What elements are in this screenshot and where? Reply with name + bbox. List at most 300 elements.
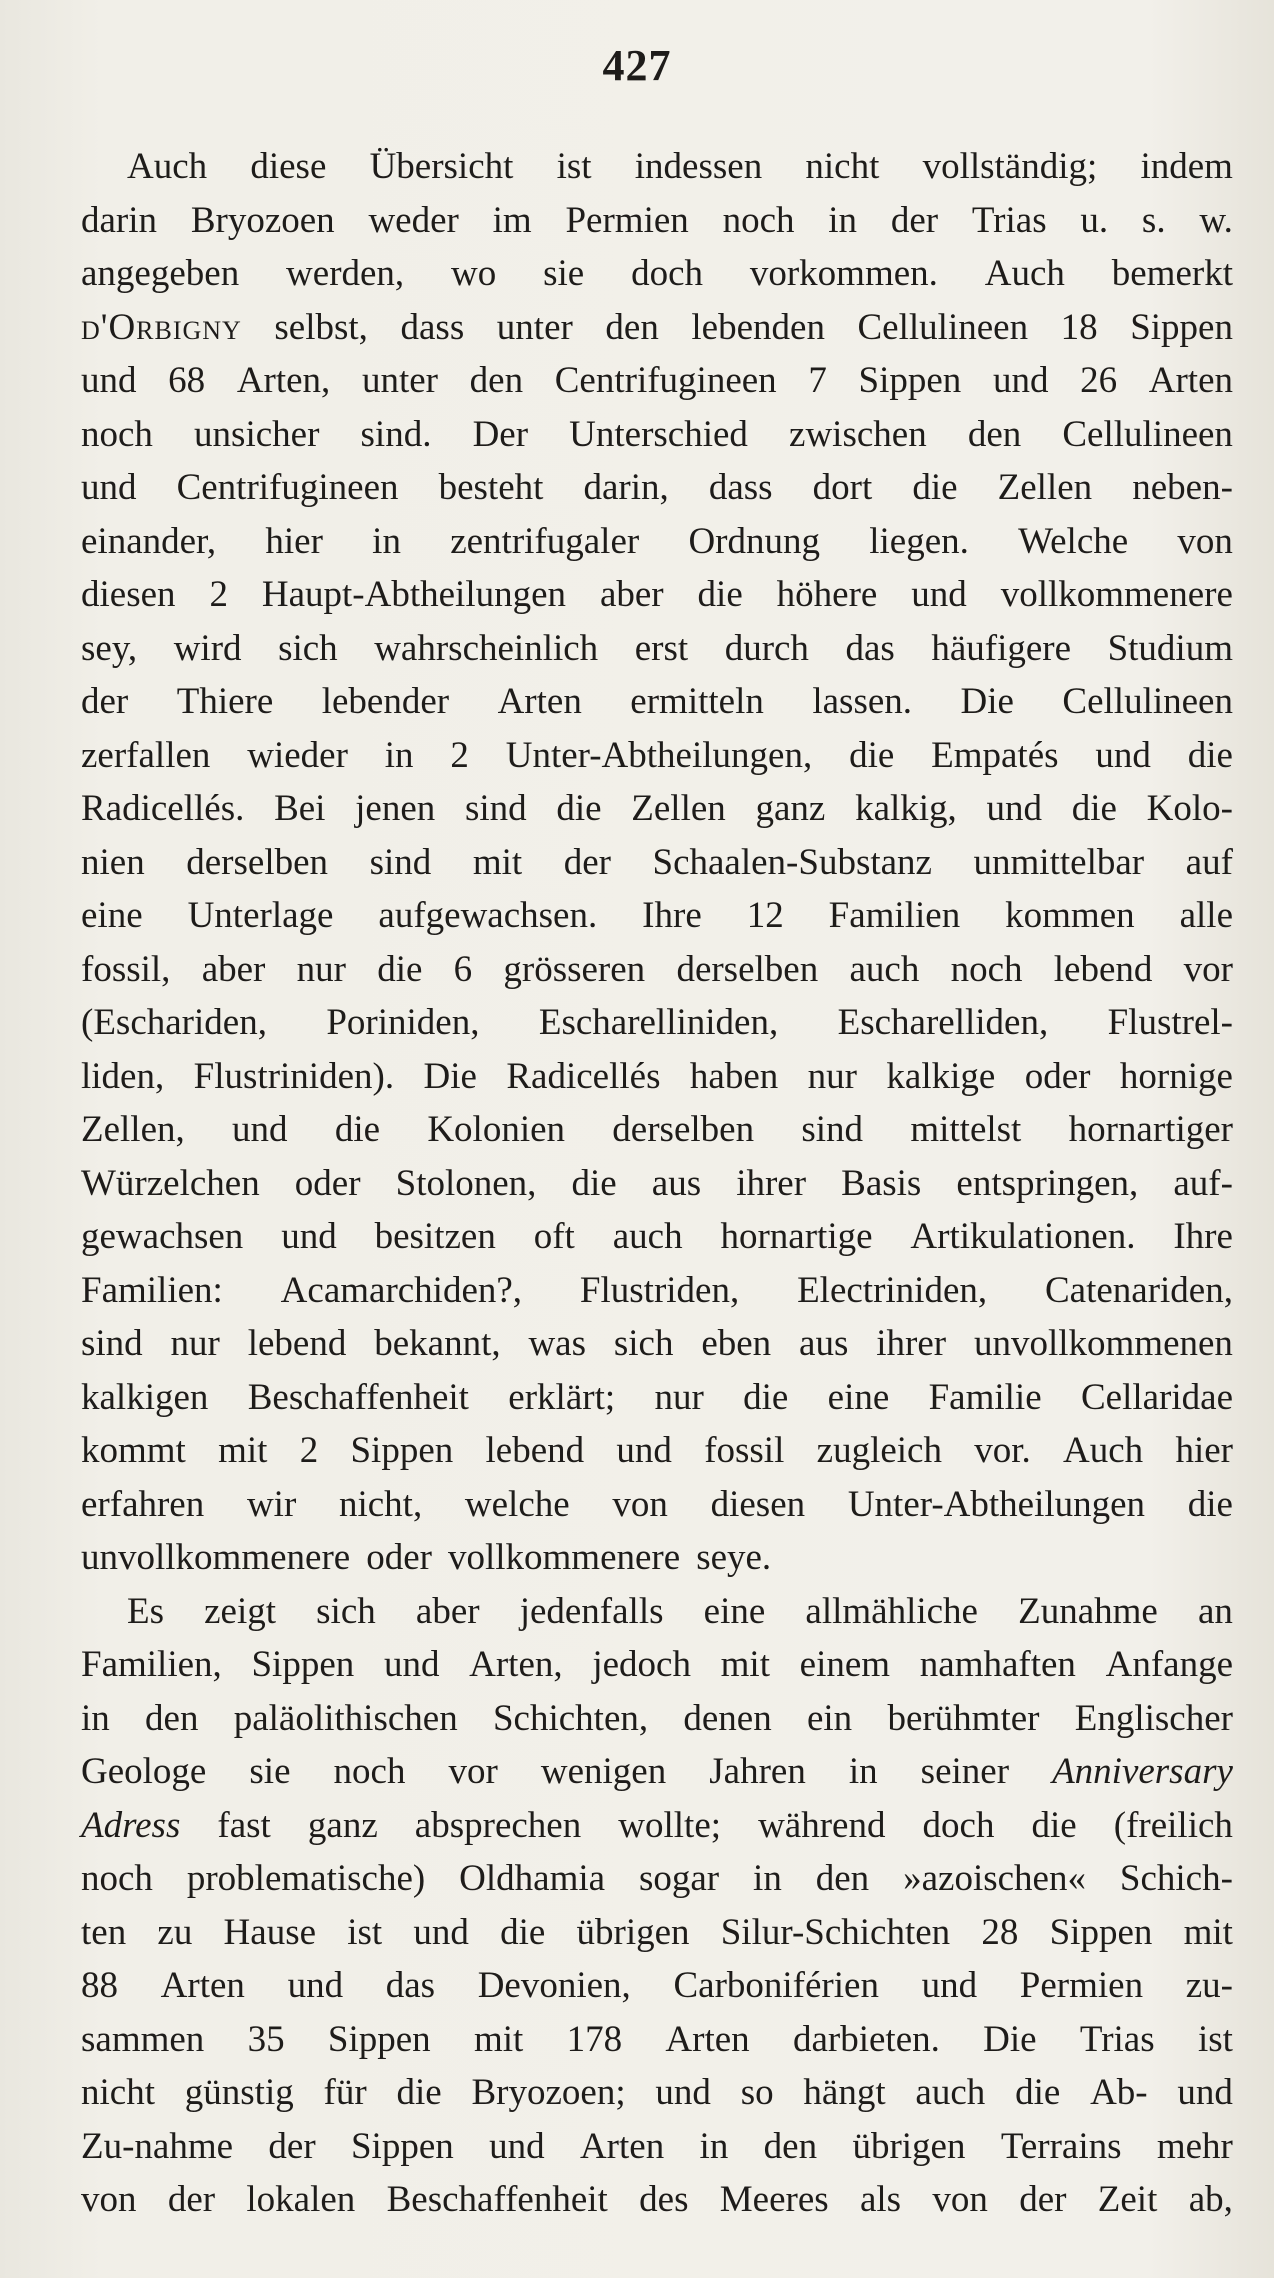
word: die xyxy=(697,574,743,615)
word: und xyxy=(911,574,967,615)
word: erst xyxy=(634,627,689,669)
word: Cellulineen xyxy=(1062,681,1233,722)
word: der xyxy=(563,841,611,883)
word: ten xyxy=(81,1911,127,1953)
word: bekannt, xyxy=(374,1323,501,1364)
word: paläolithischen xyxy=(233,1697,458,1739)
word: noch xyxy=(950,948,1023,990)
word: und xyxy=(489,2125,545,2167)
word: günstig xyxy=(184,2072,294,2113)
word: indessen xyxy=(634,146,763,187)
word: 88 xyxy=(81,1965,118,2006)
word: Empatés xyxy=(931,734,1059,776)
word: Permien xyxy=(1019,1965,1144,2006)
word: und xyxy=(986,788,1042,829)
word: von xyxy=(932,2179,988,2220)
word: in xyxy=(699,2125,729,2167)
word: so xyxy=(740,2072,774,2113)
word: kalkigen xyxy=(81,1376,209,1418)
word: aber xyxy=(599,574,664,615)
body-text xyxy=(81,140,1233,2227)
word: kommen xyxy=(1005,895,1135,936)
word: Carboniférien xyxy=(673,1965,879,2006)
text-line xyxy=(81,140,1233,194)
word: selbst, xyxy=(274,306,368,348)
text-line xyxy=(81,408,1233,462)
word: Unterschied xyxy=(569,413,748,455)
word: haben xyxy=(689,1055,779,1097)
word: auf xyxy=(1185,841,1233,883)
word: lebender xyxy=(321,681,450,722)
word: unmittelbar xyxy=(973,841,1145,883)
word: oft xyxy=(533,1216,575,1257)
word: Cellulineen xyxy=(1062,413,1233,455)
text-line xyxy=(81,2120,1233,2174)
word: während xyxy=(758,1804,886,1846)
text-line xyxy=(81,1585,1233,1639)
word: zu- xyxy=(1185,1965,1233,2006)
word: Hause xyxy=(223,1911,317,1953)
word: und xyxy=(81,467,137,508)
word: Devonien, xyxy=(477,1965,631,2006)
word: Flustrel- xyxy=(1107,1002,1233,1043)
text-line xyxy=(81,889,1233,943)
word: 18 xyxy=(1060,306,1098,348)
word: lassen. xyxy=(812,681,913,722)
word: zeigt xyxy=(204,1590,277,1632)
word: die xyxy=(377,948,423,990)
word: vor xyxy=(1183,948,1233,990)
word: Escharelliniden, xyxy=(538,1002,779,1043)
word: an xyxy=(1197,1590,1233,1632)
word: doch xyxy=(922,1804,995,1846)
word: noch xyxy=(722,199,795,241)
word: alle xyxy=(1179,895,1233,936)
word: Flustriniden). xyxy=(193,1055,395,1097)
word: Thiere xyxy=(176,681,274,722)
text-line xyxy=(81,782,1233,836)
word: auf- xyxy=(1173,1162,1233,1204)
text-line xyxy=(81,2173,1233,2227)
word: Auch xyxy=(984,253,1065,294)
text-line xyxy=(81,1103,1233,1157)
word: derselben xyxy=(612,1109,755,1150)
word: derselben xyxy=(186,841,329,883)
word: den xyxy=(145,1697,199,1739)
word: fast xyxy=(217,1804,271,1846)
word: nur xyxy=(654,1376,704,1418)
word: 26 xyxy=(1080,360,1118,401)
word: auch xyxy=(849,948,920,990)
word: das xyxy=(385,1965,436,2006)
word: d'Orbigny xyxy=(81,306,242,348)
word: 2 xyxy=(209,574,228,615)
word: sammen xyxy=(81,2018,205,2060)
word: in xyxy=(81,1697,110,1739)
word: 6 xyxy=(453,948,473,990)
word: hornartiger xyxy=(1068,1109,1233,1150)
text-line xyxy=(81,1317,1233,1371)
text-line xyxy=(81,194,1233,248)
word: auch xyxy=(915,2072,986,2113)
text-line xyxy=(81,247,1233,301)
word: Unter-Abtheilungen, xyxy=(505,734,813,776)
word: mit xyxy=(473,2018,524,2060)
text-line xyxy=(81,1157,1233,1211)
word: grösseren xyxy=(503,948,646,990)
word: nur xyxy=(807,1055,857,1097)
paragraph xyxy=(81,140,1233,1585)
word: in xyxy=(828,199,858,241)
word: Silur-Schichten xyxy=(720,1911,951,1953)
word: was xyxy=(528,1323,586,1364)
word: dass xyxy=(400,306,465,348)
word: die xyxy=(334,1109,381,1150)
text-line xyxy=(81,1210,1233,1264)
word: liden, xyxy=(81,1055,165,1097)
word: erklärt; xyxy=(508,1376,616,1418)
word: der xyxy=(268,2125,316,2167)
word: ganz xyxy=(755,788,826,829)
word: seiner xyxy=(920,1751,1010,1792)
word: zerfallen xyxy=(81,734,211,776)
word: seye. xyxy=(696,1537,772,1578)
word: dass xyxy=(708,467,773,508)
word: den xyxy=(763,2125,818,2167)
word: die xyxy=(571,1162,617,1204)
word: Zu-nahme xyxy=(81,2125,234,2167)
word: gewachsen xyxy=(81,1216,244,1257)
word: Oldhamia xyxy=(459,1858,606,1899)
word: und xyxy=(992,360,1049,401)
word: jedenfalls xyxy=(519,1590,664,1632)
word: bemerkt xyxy=(1111,253,1233,294)
word: übrigen xyxy=(852,2125,966,2167)
page-number: 427 xyxy=(602,41,672,90)
word: der xyxy=(890,199,939,241)
word: mit xyxy=(218,1430,268,1471)
word: und xyxy=(1095,734,1151,776)
word: Zellen xyxy=(631,788,726,829)
word: ihrer xyxy=(736,1162,807,1204)
word: aber xyxy=(201,948,266,990)
word: Bryozoen; xyxy=(471,2072,626,2113)
word: den xyxy=(469,360,524,401)
word: Geologe xyxy=(81,1751,207,1792)
word: Anfange xyxy=(1105,1644,1233,1685)
text-line xyxy=(81,515,1233,569)
word: mit xyxy=(1183,1911,1233,1953)
word: Familien, xyxy=(81,1644,222,1685)
word: noch xyxy=(81,1858,153,1899)
text-line xyxy=(81,461,1233,515)
word: den xyxy=(967,413,1022,455)
text-line xyxy=(81,1531,1233,1585)
word: Arten xyxy=(1148,360,1233,401)
word: einem xyxy=(799,1644,891,1685)
word: von xyxy=(1177,520,1233,562)
word: lebenden xyxy=(691,306,825,348)
word: (freilich xyxy=(1113,1804,1233,1846)
word: denen xyxy=(683,1697,772,1739)
word: sind xyxy=(801,1109,864,1150)
word: 7 xyxy=(808,360,827,401)
word: welche xyxy=(464,1483,570,1525)
word: 68 xyxy=(168,360,206,401)
text-line xyxy=(81,1692,1233,1746)
word: Ab- xyxy=(1090,2072,1148,2113)
word: Permien xyxy=(565,199,689,241)
word: Beschaffenheit xyxy=(247,1376,469,1418)
word: Acamarchiden?, xyxy=(280,1269,523,1311)
word: jenen xyxy=(355,788,436,829)
word: der xyxy=(167,2179,216,2220)
word: Trias xyxy=(971,199,1047,241)
word: Arten xyxy=(665,2018,750,2060)
word: darin xyxy=(81,199,158,241)
word: Radicellés. xyxy=(81,788,245,829)
word: diese xyxy=(250,146,327,187)
word: Familien xyxy=(828,895,961,936)
word: Zunahme xyxy=(1018,1590,1158,1632)
word: zugleich xyxy=(816,1430,942,1471)
word: sich xyxy=(316,1590,376,1632)
word: Anniversary xyxy=(1052,1751,1233,1792)
text-line xyxy=(81,1799,1233,1853)
word: Haupt-Abtheilungen xyxy=(261,574,567,615)
word: von xyxy=(612,1483,668,1525)
word: Trias xyxy=(1079,2018,1155,2060)
word: darin, xyxy=(583,467,669,508)
word: wir xyxy=(246,1483,297,1525)
word: ganz xyxy=(307,1804,378,1846)
word: sey, xyxy=(81,627,138,669)
word: Artikulationen. xyxy=(910,1216,1136,1257)
word: Ihre xyxy=(642,895,702,936)
word: vorkommen. xyxy=(749,253,938,294)
word: »azoischen« xyxy=(903,1858,1086,1899)
word: Sippen xyxy=(1049,1911,1153,1953)
word: absprechen xyxy=(414,1804,582,1846)
text-line xyxy=(81,1424,1233,1478)
word: Basis xyxy=(841,1162,922,1204)
word: und xyxy=(921,1965,978,2006)
word: dort xyxy=(812,467,873,508)
word: Cellulineen xyxy=(857,306,1029,348)
word: Auch xyxy=(1063,1430,1144,1471)
word: Kolonien xyxy=(427,1109,566,1150)
word: Beschaffenheit xyxy=(386,2179,608,2220)
word: wenigen xyxy=(540,1751,667,1792)
word: fossil, xyxy=(81,948,171,990)
word: hier xyxy=(1175,1430,1233,1471)
text-line xyxy=(81,2066,1233,2120)
word: Adress xyxy=(81,1804,181,1846)
paragraph xyxy=(81,1585,1233,2227)
word: Sippen xyxy=(327,2018,431,2060)
word: lokalen xyxy=(246,2179,356,2220)
word: Catenariden, xyxy=(1044,1269,1233,1311)
word: Radicellés xyxy=(506,1055,661,1097)
word: ihrer xyxy=(876,1323,947,1364)
word: die xyxy=(1015,2072,1061,2113)
word: in xyxy=(848,1751,878,1792)
word: und xyxy=(281,1216,337,1257)
word: Meeres xyxy=(719,2179,829,2220)
word: ist xyxy=(1197,2018,1233,2060)
word: 12 xyxy=(746,895,784,936)
text-line xyxy=(81,1050,1233,1104)
word: Poriniden, xyxy=(326,1002,480,1043)
text-line xyxy=(81,1638,1233,1692)
word: nicht xyxy=(805,146,880,187)
word: werden, xyxy=(286,253,405,294)
word: kommt xyxy=(81,1430,186,1471)
word: Zellen xyxy=(997,467,1093,508)
text-line xyxy=(81,1745,1233,1799)
word: aus xyxy=(799,1323,849,1364)
word: Sippen xyxy=(350,1430,454,1471)
word: eine xyxy=(81,895,143,936)
text-line xyxy=(81,1264,1233,1318)
word: Der xyxy=(472,413,529,455)
word: einander, xyxy=(81,520,217,562)
word: die xyxy=(1071,788,1117,829)
word: indem xyxy=(1140,146,1233,187)
text-line xyxy=(81,1906,1233,1960)
word: Die xyxy=(423,1055,477,1097)
word: zentrifugaler xyxy=(450,520,640,562)
word: Bei xyxy=(274,788,326,829)
word: und xyxy=(413,1911,469,1953)
word: oder xyxy=(1024,1055,1091,1097)
word: die xyxy=(500,1911,546,1953)
word: hornartige xyxy=(720,1216,873,1257)
text-line xyxy=(81,836,1233,890)
word: vor xyxy=(448,1751,498,1792)
word: und xyxy=(232,1109,288,1150)
word: Sippen xyxy=(858,360,962,401)
word: erfahren xyxy=(81,1483,205,1525)
word: der xyxy=(1019,2179,1067,2220)
word: Arten xyxy=(579,2125,665,2167)
text-line xyxy=(81,568,1233,622)
word: Arten, xyxy=(236,360,331,401)
text-line xyxy=(81,675,1233,729)
word: Schich- xyxy=(1119,1858,1233,1899)
word: die xyxy=(912,467,958,508)
word: sind xyxy=(464,788,527,829)
word: von xyxy=(81,2179,137,2220)
text-line xyxy=(81,1371,1233,1425)
word: unsicher xyxy=(194,413,320,455)
word: häufigere xyxy=(931,627,1072,669)
word: der xyxy=(81,681,129,722)
word: mit xyxy=(720,1644,770,1685)
word: Bryozoen xyxy=(190,199,335,241)
word: und xyxy=(287,1965,344,2006)
word: Welche xyxy=(1018,520,1129,562)
word: vollkommenere xyxy=(1000,574,1233,615)
word: höhere xyxy=(776,574,878,615)
word: Familie xyxy=(928,1376,1042,1418)
word: hornige xyxy=(1119,1055,1233,1097)
word: und xyxy=(383,1644,440,1685)
word: ist xyxy=(556,146,592,187)
word: durch xyxy=(724,627,809,669)
word: zu xyxy=(157,1911,193,1953)
word: eine xyxy=(827,1376,890,1418)
word: Stolonen, xyxy=(395,1162,537,1204)
word: Sippen xyxy=(1130,306,1233,348)
word: jedoch xyxy=(592,1644,691,1685)
word: namhaften xyxy=(919,1644,1076,1685)
text-line xyxy=(81,2013,1233,2067)
word: u. xyxy=(1080,199,1109,241)
word: und xyxy=(1177,2072,1233,2113)
word: Schaalen-Substanz xyxy=(652,841,932,883)
word: in xyxy=(753,1858,782,1899)
word: fossil xyxy=(704,1430,785,1471)
word: besteht xyxy=(438,467,544,508)
word: Die xyxy=(983,2018,1037,2060)
word: Ihre xyxy=(1173,1216,1233,1257)
word: wird xyxy=(173,627,242,669)
word: unter xyxy=(361,360,438,401)
word: die xyxy=(1187,1483,1233,1525)
word: wollte; xyxy=(618,1804,722,1846)
word: sogar xyxy=(638,1858,720,1899)
word: liegen. xyxy=(869,520,969,562)
word: eine xyxy=(703,1590,766,1632)
word: 35 xyxy=(247,2018,285,2060)
text-line xyxy=(81,1959,1233,2013)
word: nien xyxy=(81,841,145,883)
word: die xyxy=(396,2072,442,2113)
word: 2 xyxy=(299,1430,319,1471)
word: kalkige xyxy=(886,1055,996,1097)
word: Electriniden, xyxy=(797,1269,988,1311)
word: entspringen, xyxy=(956,1162,1139,1204)
word: als xyxy=(859,2179,902,2220)
word: lebend xyxy=(1053,948,1153,990)
word: Cellaridae xyxy=(1080,1376,1233,1418)
word: Würzelchen xyxy=(81,1162,260,1204)
word: hier xyxy=(265,520,323,562)
word: aufgewachsen. xyxy=(378,895,598,936)
word: oder xyxy=(294,1162,361,1204)
word: des xyxy=(639,2179,689,2220)
word: darbieten. xyxy=(792,2018,940,2060)
word: ist xyxy=(347,1911,383,1953)
word: besitzen xyxy=(374,1216,496,1257)
word: diesen xyxy=(81,574,176,615)
word: lebend xyxy=(247,1323,347,1364)
word: sind. xyxy=(360,413,432,455)
word: Zeit xyxy=(1097,2179,1158,2220)
word: w. xyxy=(1199,199,1233,241)
word: eben xyxy=(701,1323,772,1364)
word: sind xyxy=(81,1323,143,1364)
text-line xyxy=(81,622,1233,676)
word: oder xyxy=(366,1537,432,1578)
word: noch xyxy=(333,1751,406,1792)
word: problematische) xyxy=(186,1858,426,1899)
word: Unterlage xyxy=(187,895,334,936)
word: für xyxy=(323,2072,367,2113)
word: übrigen xyxy=(576,1911,690,1953)
word: kalkig, xyxy=(855,788,957,829)
